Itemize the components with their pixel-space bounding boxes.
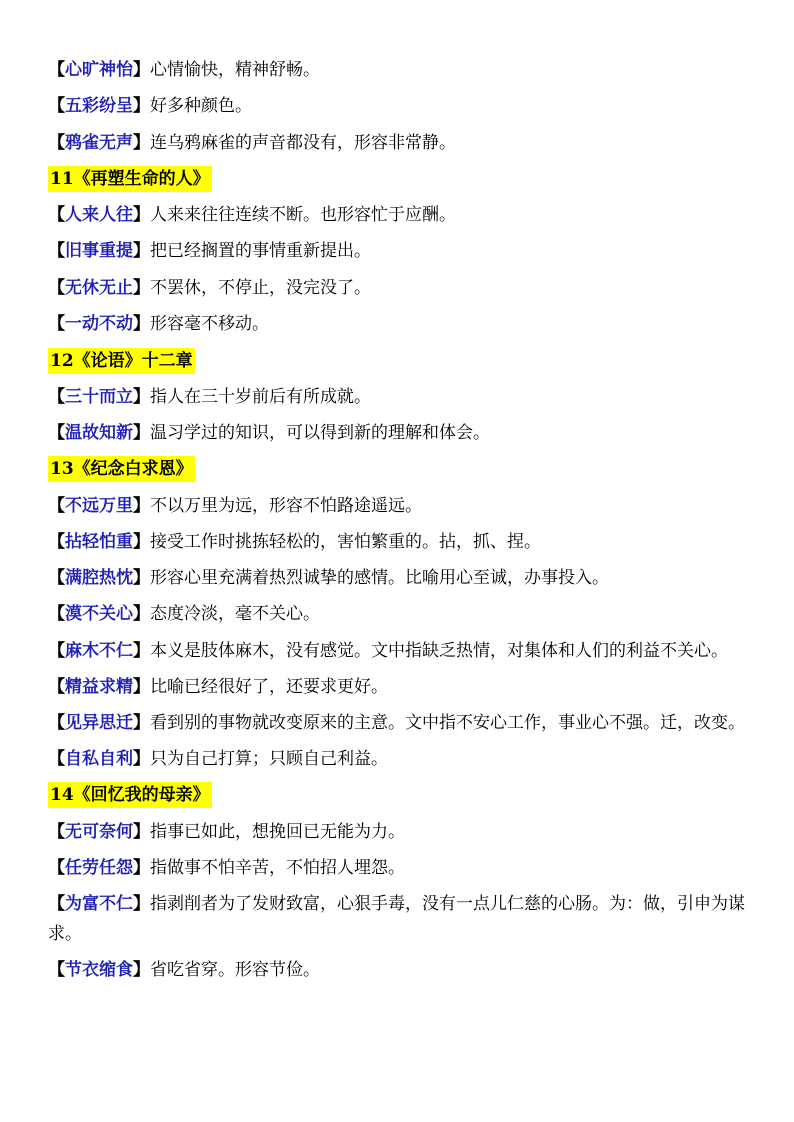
idiom-term: 不远万里 (65, 495, 133, 516)
idiom-entry (48, 197, 748, 233)
close-bracket: 】 (133, 314, 150, 335)
idiom-term: 鸦雀无声 (65, 132, 133, 153)
idiom-term: 节衣缩食 (65, 960, 133, 981)
open-bracket: 【 (48, 60, 65, 80)
open-bracket: 【 (48, 495, 65, 516)
idiom-definition: 形容毫不移动。 (150, 314, 269, 335)
open-bracket: 【 (48, 749, 65, 770)
idiom-term: 为富不仁 (65, 894, 133, 915)
close-bracket: 】 (133, 60, 150, 80)
idiom-definition: 人来来往往连续不断。也形容忙于应酬。 (150, 205, 456, 226)
idiom-entry (48, 633, 748, 669)
close-bracket: 】 (133, 960, 150, 981)
section-heading (48, 451, 748, 487)
open-bracket: 【 (48, 857, 65, 878)
idiom-entry (48, 814, 748, 850)
idiom-entry (48, 705, 748, 741)
close-bracket: 】 (133, 132, 150, 153)
open-bracket: 【 (48, 386, 65, 407)
idiom-definition: 连乌鸦麻雀的声音都没有，形容非常静。 (150, 132, 456, 153)
close-bracket: 】 (133, 749, 150, 770)
open-bracket: 【 (48, 894, 65, 915)
idiom-definition: 比喻已经很好了，还要求更好。 (150, 676, 388, 697)
open-bracket: 【 (48, 531, 65, 552)
close-bracket: 】 (133, 386, 150, 407)
idiom-entry (48, 415, 748, 451)
close-bracket: 】 (133, 568, 150, 589)
idiom-entry (48, 270, 748, 306)
idiom-definition: 好多种颜色。 (150, 96, 252, 117)
idiom-definition: 把已经搁置的事情重新提出。 (150, 241, 371, 262)
open-bracket: 【 (48, 821, 65, 842)
document-page (48, 52, 748, 989)
idiom-entry (48, 233, 748, 269)
open-bracket: 【 (48, 132, 65, 153)
idiom-definition: 指事已如此，想挽回已无能为力。 (150, 821, 405, 842)
idiom-entry (48, 560, 748, 596)
idiom-definition: 不以万里为远，形容不怕路途遥远。 (150, 495, 422, 516)
idiom-term: 五彩纷呈 (65, 96, 133, 117)
idiom-definition: 不罢休，不停止，没完没了。 (150, 277, 371, 298)
open-bracket: 【 (48, 640, 65, 661)
section-heading-text: 11《再塑生命的人》 (48, 166, 212, 192)
idiom-term: 自私自利 (65, 749, 133, 770)
idiom-definition: 心情愉快，精神舒畅。 (150, 60, 320, 80)
idiom-term: 漠不关心 (65, 604, 133, 625)
idiom-definition: 态度冷淡，毫不关心。 (150, 604, 320, 625)
idiom-entry (48, 886, 748, 952)
idiom-entry (48, 524, 748, 560)
open-bracket: 【 (48, 241, 65, 262)
idiom-entry (48, 52, 748, 88)
idiom-term: 人来人往 (65, 205, 133, 226)
idiom-term: 拈轻怕重 (65, 531, 133, 552)
open-bracket: 【 (48, 422, 65, 443)
section-heading-text: 13《纪念白求恩》 (48, 456, 195, 482)
idiom-term: 三十而立 (65, 386, 133, 407)
idiom-entry (48, 379, 748, 415)
open-bracket: 【 (48, 277, 65, 298)
idiom-entry (48, 952, 748, 988)
idiom-term: 温故知新 (65, 422, 133, 443)
close-bracket: 】 (133, 640, 150, 661)
close-bracket: 】 (133, 821, 150, 842)
idiom-definition: 看到别的事物就改变原来的主意。文中指不安心工作，事业心不强。迁，改变。 (150, 713, 745, 734)
idiom-entry (48, 669, 748, 705)
close-bracket: 】 (133, 676, 150, 697)
section-heading (48, 161, 748, 197)
idiom-definition: 形容心里充满着热烈诚挚的感情。比喻用心至诚，办事投入。 (150, 568, 609, 589)
idiom-definition: 只为自己打算；只顾自己利益。 (150, 749, 388, 770)
idiom-term: 任劳任怨 (65, 857, 133, 878)
close-bracket: 】 (133, 604, 150, 625)
idiom-entry (48, 741, 748, 777)
section-heading-text: 12《论语》十二章 (48, 348, 195, 374)
open-bracket: 【 (48, 604, 65, 625)
idiom-entry (48, 125, 748, 161)
idiom-definition: 接受工作时挑拣轻松的，害怕繁重的。拈，抓、捏。 (150, 531, 541, 552)
close-bracket: 】 (133, 205, 150, 226)
idiom-term: 无休无止 (65, 277, 133, 298)
close-bracket: 】 (133, 495, 150, 516)
open-bracket: 【 (48, 568, 65, 589)
idiom-definition: 本义是肢体麻木，没有感觉。文中指缺乏热情，对集体和人们的利益不关心。 (150, 640, 728, 661)
close-bracket: 】 (133, 277, 150, 298)
idiom-entry (48, 306, 748, 342)
idiom-term: 一动不动 (65, 314, 133, 335)
idiom-definition: 省吃省穿。形容节俭。 (150, 960, 320, 981)
close-bracket: 】 (133, 422, 150, 443)
idiom-term: 满腔热忱 (65, 568, 133, 589)
idiom-term: 旧事重提 (65, 241, 133, 262)
open-bracket: 【 (48, 314, 65, 335)
close-bracket: 】 (133, 713, 150, 734)
close-bracket: 】 (133, 894, 150, 915)
section-heading (48, 777, 748, 813)
section-heading (48, 342, 748, 378)
open-bracket: 【 (48, 960, 65, 981)
idiom-term: 无可奈何 (65, 821, 133, 842)
idiom-entry (48, 596, 748, 632)
idiom-definition: 指剥削者为了发财致富，心狠手毒，没有一点儿仁慈的心肠。为：做，引申为谋求。 (48, 894, 745, 945)
open-bracket: 【 (48, 96, 65, 117)
idiom-definition: 指做事不怕辛苦，不怕招人埋怨。 (150, 857, 405, 878)
close-bracket: 】 (133, 531, 150, 552)
close-bracket: 】 (133, 241, 150, 262)
close-bracket: 】 (133, 96, 150, 117)
idiom-entry (48, 88, 748, 124)
idiom-term: 心旷神怡 (65, 60, 133, 80)
close-bracket: 】 (133, 857, 150, 878)
idiom-term: 麻木不仁 (65, 640, 133, 661)
open-bracket: 【 (48, 713, 65, 734)
idiom-definition: 温习学过的知识，可以得到新的理解和体会。 (150, 422, 490, 443)
idiom-term: 精益求精 (65, 676, 133, 697)
section-heading-text: 14《回忆我的母亲》 (48, 782, 212, 808)
idiom-term: 见异思迁 (65, 713, 133, 734)
open-bracket: 【 (48, 676, 65, 697)
idiom-entry (48, 488, 748, 524)
idiom-definition: 指人在三十岁前后有所成就。 (150, 386, 371, 407)
idiom-entry (48, 850, 748, 886)
open-bracket: 【 (48, 205, 65, 226)
